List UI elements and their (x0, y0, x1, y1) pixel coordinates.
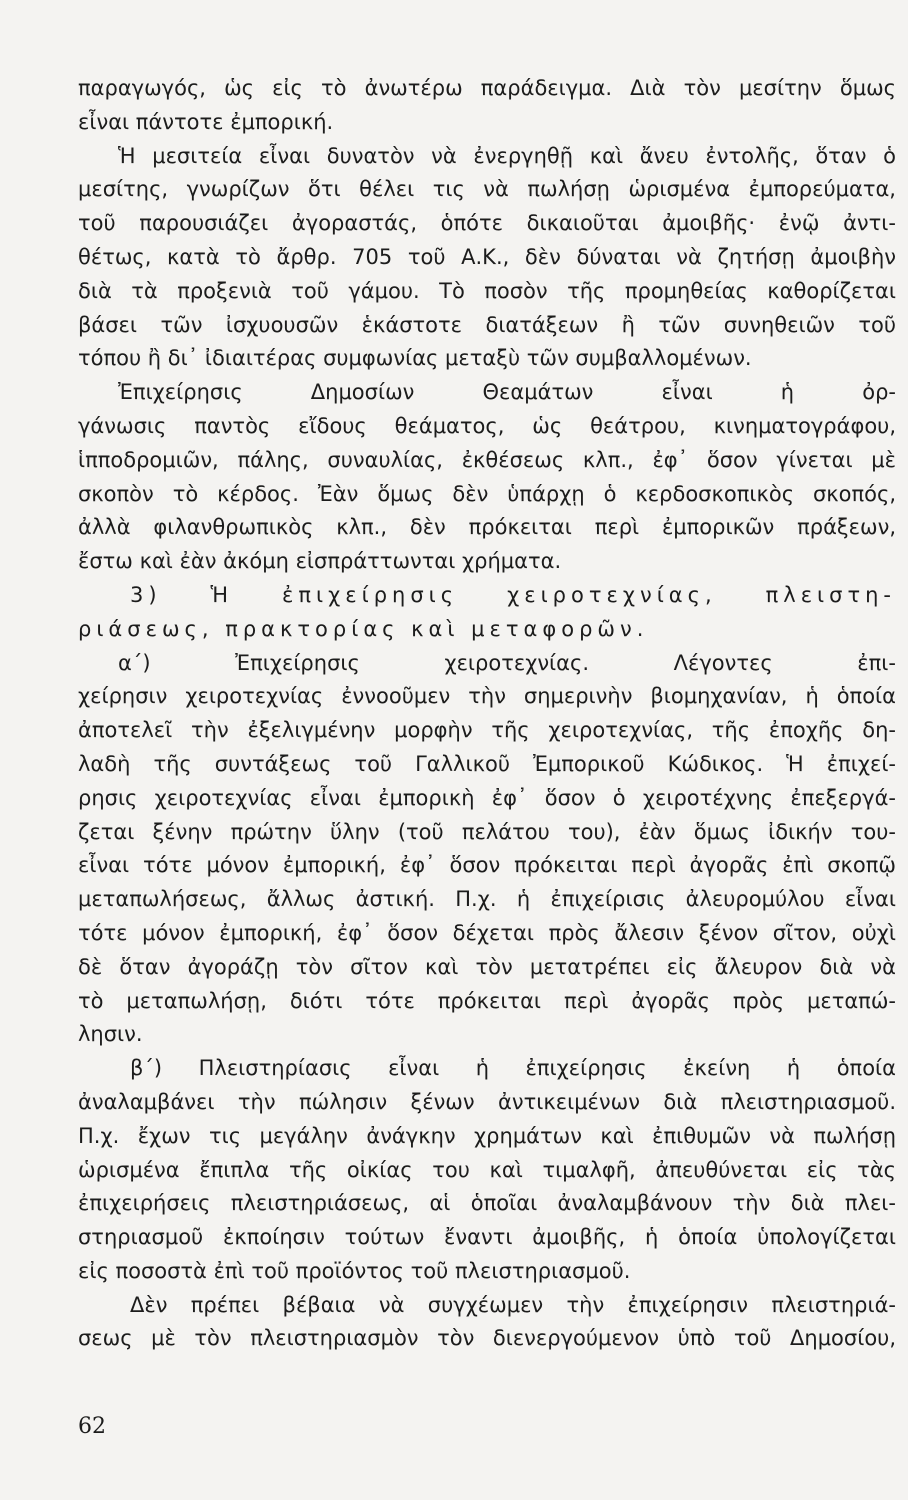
page-number: 62 (78, 1414, 106, 1439)
text-line: ἀποτελεῖ τὴν ἐξελιγμένην μορφὴν τῆς χειροτεχνίας, τῆς ἐποχῆς δη- (78, 718, 896, 743)
text-line: ρησις χειροτεχνίας εἶναι ἐμπορικὴ ἐφ᾽ ὅσον ὁ χειροτέχνης ἐπεξεργά- (78, 785, 896, 810)
text-line: εἰς ποσοστὰ ἐπὶ τοῦ προϊόντος τοῦ πλειστηριασμοῦ. (78, 1258, 631, 1283)
section-heading: ριάσεως, πρακτορίας καὶ μεταφορῶν. (78, 616, 649, 641)
text-line: γάνωσις παντὸς εἴδους θεάματος, ὡς θεάτρου, κινηματογράφου, (78, 413, 896, 438)
text-line: Π.χ. ἔχων τις μεγάλην ἀνάγκην χρημάτων καὶ ἐπιθυμῶν νὰ πωλήσῃ (78, 1123, 896, 1148)
text-line: στηριασμοῦ ἐκποίησιν τούτων ἔναντι ἀμοιβῆς, ἡ ὁποία ὑπολογίζεται (78, 1225, 896, 1250)
text-line: τότε μόνον ἐμπορική, ἐφ᾽ ὅσον δέχεται πρὸς ἄλεσιν ξένον σῖτον, οὐχὶ (78, 920, 896, 945)
subsection-heading: α΄) Ἐπιχείρησις χειροτεχνίας. Λέγοντες ἐπι- (118, 650, 896, 675)
text-line: τὸ μεταπωλήσῃ, διότι τότε πρόκειται περὶ ἀγορᾶς πρὸς μεταπώ- (78, 988, 896, 1013)
text-line: σκοπὸν τὸ κέρδος. Ἐὰν ὅμως δὲν ὑπάρχῃ ὁ κερδοσκοπικὸς σκοπός, (78, 481, 896, 506)
text-line: παραγωγός, ὡς εἰς τὸ ἀνωτέρω παράδειγμα. Διὰ τὸν μεσίτην ὅμως (78, 76, 896, 100)
text-line: ἔστω καὶ ἐὰν ἀκόμη εἰσπράττωνται χρήματα. (78, 549, 562, 574)
text-line: λησιν. (78, 1022, 143, 1047)
text-line: μεταπωλήσεως, ἄλλως ἀστική. Π.χ. ἡ ἐπιχείρισις ἀλευρομύλου εἶναι (78, 887, 896, 912)
text-line: εἶναι τότε μόνον ἐμπορική, ἐφ᾽ ὅσον πρόκειται περὶ ἀγορᾶς ἐπὶ σκοπῷ (78, 853, 896, 878)
text-line: λαδὴ τῆς συντάξεως τοῦ Γαλλικοῦ Ἐμπορικοῦ Κώδικος. Ἡ ἐπιχεί- (78, 751, 896, 776)
text-line: μεσίτης, γνωρίζων ὅτι θέλει τις νὰ πωλήσῃ ὡρισμένα ἐμπορεύματα, (78, 177, 896, 202)
text-line: ζεται ξένην πρώτην ὕλην (τοῦ πελάτου του), ἐὰν ὅμως ἰδικήν του- (78, 819, 896, 844)
text-line: διὰ τὰ προξενιὰ τοῦ γάμου. Τὸ ποσὸν τῆς προμηθείας καθορίζεται (78, 278, 896, 303)
text-line: δὲ ὅταν ἀγοράζῃ τὸν σῖτον καὶ τὸν μετατρέπει εἰς ἄλευρον διὰ νὰ (78, 954, 896, 979)
text-line: τόπου ἢ δι᾽ ἰδιαιτέρας συμφωνίας μεταξὺ τῶν συμβαλλομένων. (78, 346, 752, 371)
text-line: βάσει τῶν ἰσχυουσῶν ἑκάστοτε διατάξεων ἢ τῶν συνηθειῶν τοῦ (78, 312, 896, 337)
text-line: ἱπποδρομιῶν, πάλης, συναυλίας, ἐκθέσεως κλπ., ἐφ᾽ ὅσον γίνεται μὲ (78, 447, 896, 472)
body-text (78, 72, 896, 1356)
text-line: ἀλλὰ φιλανθρωπικὸς κλπ., δὲν πρόκειται περὶ ἐμπορικῶν πράξεων, (78, 515, 896, 540)
text-line: τοῦ παρουσιάζει ἀγοραστάς, ὁπότε δικαιοῦται ἀμοιβῆς· ἐνῷ ἀντι- (78, 211, 896, 236)
text-line: εἶναι πάντοτε ἐμπορική. (78, 109, 334, 134)
text-line: θέτως, κατὰ τὸ ἄρθρ. 705 τοῦ Α.Κ., δὲν δύναται νὰ ζητήσῃ ἀμοιβὴν (78, 244, 896, 269)
section-heading: 3) Ἡ ἐπιχείρησις χειροτεχνίας, πλειστη- (130, 582, 896, 607)
text-line: Ἐπιχείρησις Δημοσίων Θεαμάτων εἶναι ἡ ὀρ- (118, 380, 896, 405)
text-line: χείρησιν χειροτεχνίας ἐννοοῦμεν τὴν σημερινὴν βιομηχανίαν, ἡ ὁποία (78, 684, 896, 709)
subsection-heading: β΄) Πλειστηρίασις εἶναι ἡ ἐπιχείρησις ἐκείνη ἡ ὁποία (130, 1056, 896, 1081)
text-line: σεως μὲ τὸν πλειστηριασμὸν τὸν διενεργούμενον ὑπὸ τοῦ Δημοσίου, (78, 1326, 896, 1351)
text-line: ὡρισμένα ἔπιπλα τῆς οἰκίας του καὶ τιμαλφῆ, ἀπευθύνεται εἰς τὰς (78, 1157, 896, 1182)
text-line: Ἡ μεσιτεία εἶναι δυνατὸν νὰ ἐνεργηθῇ καὶ ἄνευ ἐντολῆς, ὅταν ὁ (118, 143, 896, 168)
text-line: ἐπιχειρήσεις πλειστηριάσεως, αἱ ὁποῖαι ἀναλαμβάνουν τὴν διὰ πλει- (78, 1191, 896, 1216)
text-line: ἀναλαμβάνει τὴν πώλησιν ξένων ἀντικειμένων διὰ πλειστηριασμοῦ. (78, 1089, 896, 1114)
text-line: Δὲν πρέπει βέβαια νὰ συγχέωμεν τὴν ἐπιχείρησιν πλειστηριά- (130, 1292, 896, 1317)
